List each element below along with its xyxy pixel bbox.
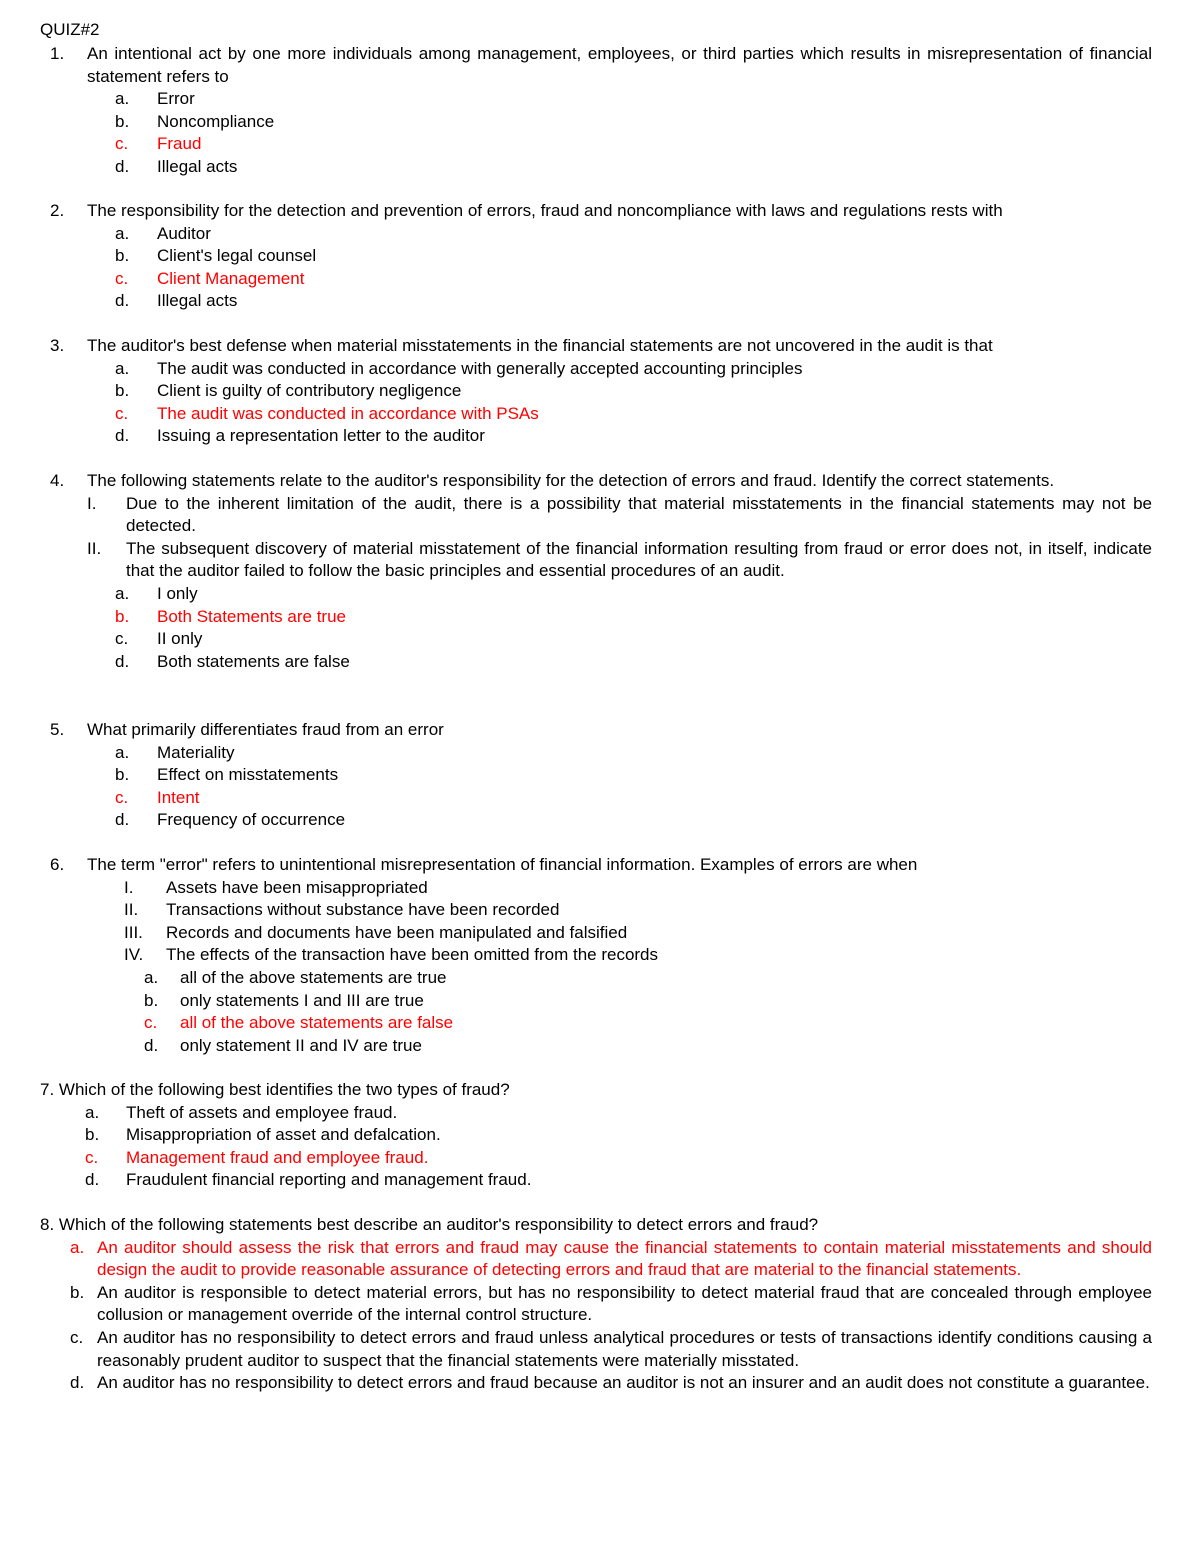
option-letter: d. <box>115 426 130 446</box>
option-text: The audit was conducted in accordance with generally accepted accounting principles <box>157 358 803 378</box>
option-item-correct <box>40 403 1152 426</box>
option-letter: c. <box>115 403 129 423</box>
option-item <box>40 809 1152 832</box>
question-5 <box>40 719 1152 832</box>
statement-numeral: II. <box>87 538 102 558</box>
statement-item <box>40 899 1152 922</box>
question-2 <box>40 200 1152 313</box>
option-item <box>40 1035 1152 1058</box>
statement-numeral: IV. <box>124 945 144 965</box>
option-text: Client Management <box>157 268 305 288</box>
statement-item <box>40 922 1152 945</box>
option-item <box>40 111 1152 134</box>
option-letter: b. <box>115 246 130 266</box>
statement-item <box>40 538 1152 583</box>
option-letter: d. <box>144 1035 159 1055</box>
option-letter: a. <box>70 1237 85 1257</box>
question-text: The responsibility for the detection and prevention of errors, fraud and noncompliance with laws and regulations rests with <box>87 201 1003 220</box>
option-text: Client's legal counsel <box>157 246 317 266</box>
option-item <box>40 967 1152 990</box>
option-item <box>40 1282 1152 1327</box>
question-number: 5. <box>50 720 65 739</box>
question-text: The following statements relate to the auditor's responsibility for the detection of errors and fraud. Identify the correct statements. <box>87 471 1055 490</box>
option-item-correct <box>40 133 1152 156</box>
option-item-correct <box>40 1237 1152 1282</box>
option-letter: a. <box>115 742 130 762</box>
option-letter: d. <box>115 810 130 830</box>
question-6 <box>40 854 1152 1057</box>
statement-text: The effects of the transaction have been omitted from the records <box>166 945 659 965</box>
statement-item <box>40 877 1152 900</box>
question-stem <box>40 470 1152 493</box>
option-text: Management fraud and employee fraud. <box>126 1147 429 1167</box>
option-letter: c. <box>115 134 129 154</box>
option-item-correct <box>40 268 1152 291</box>
question-number: 2. <box>50 201 65 220</box>
option-text: II only <box>157 629 203 649</box>
option-letter: a. <box>144 967 159 987</box>
question-text: An intentional act by one more individuals among management, employees, or third parties which results in misrepresentation of financial statement refers to <box>87 44 1152 86</box>
question-stem <box>40 719 1152 742</box>
option-letter: b. <box>144 990 159 1010</box>
option-text: Theft of assets and employee fraud. <box>126 1102 398 1122</box>
option-text: Effect on misstatements <box>157 765 339 785</box>
option-item <box>40 1102 1152 1125</box>
question-text: Which of the following best identifies the two types of fraud? <box>58 1080 510 1099</box>
option-item <box>40 583 1152 606</box>
option-item <box>40 156 1152 179</box>
question-number: 3. <box>50 336 65 355</box>
question-stem <box>40 1214 1152 1237</box>
statement-numeral: II. <box>124 900 139 920</box>
page-title: QUIZ#2 <box>40 20 100 39</box>
option-letter: a. <box>115 89 130 109</box>
question-stem <box>40 1079 1152 1102</box>
option-item-correct <box>40 1147 1152 1170</box>
option-text: Error <box>157 89 195 109</box>
option-letter: a. <box>85 1102 100 1122</box>
option-text: I only <box>157 583 198 603</box>
option-letter: c. <box>70 1327 84 1347</box>
option-text: Both statements are false <box>157 651 350 671</box>
option-letter: d. <box>85 1170 100 1190</box>
option-item-correct <box>40 606 1152 629</box>
option-letter: d. <box>115 291 130 311</box>
question-stem <box>40 335 1152 358</box>
option-letter: c. <box>144 1013 158 1033</box>
statement-text: The subsequent discovery of material misstatement of the financial information resulting from fraud or error does not, in itself, indicate that the auditor failed to follow the basic principles and essential procedures of an audit. <box>126 538 1152 581</box>
option-text: Intent <box>157 787 200 807</box>
option-item <box>40 245 1152 268</box>
option-letter: b. <box>85 1125 100 1145</box>
option-letter: a. <box>115 223 130 243</box>
option-item <box>40 651 1152 674</box>
option-text: Illegal acts <box>157 291 238 311</box>
option-letter: b. <box>115 765 130 785</box>
option-text: all of the above statements are true <box>180 967 447 987</box>
option-item <box>40 223 1152 246</box>
option-text: An auditor has no responsibility to detect errors and fraud unless analytical procedures or tests of transactions identify conditions causing a reasonably prudent auditor to suspect that the financial statements were materially misstated. <box>97 1327 1152 1370</box>
option-text: An auditor is responsible to detect material errors, but has no responsibility to detect material fraud that are concealed through employee collusion or management override of the internal control structure. <box>97 1282 1152 1325</box>
statement-text: Records and documents have been manipulated and falsified <box>166 922 628 942</box>
option-item <box>40 990 1152 1013</box>
option-text: Materiality <box>157 742 235 762</box>
option-item <box>40 88 1152 111</box>
option-item <box>40 764 1152 787</box>
option-item <box>40 425 1152 448</box>
statement-text: Due to the inherent limitation of the audit, there is a possibility that material misstatements in the financial statements may not be detected. <box>126 493 1152 536</box>
question-number: 8. <box>40 1215 55 1234</box>
option-item <box>40 1169 1152 1192</box>
option-text: Both Statements are true <box>157 606 346 626</box>
option-letter: b. <box>115 606 130 626</box>
option-letter: d. <box>70 1373 85 1393</box>
option-item <box>40 358 1152 381</box>
option-text: Issuing a representation letter to the auditor <box>157 426 485 446</box>
question-3 <box>40 335 1152 448</box>
option-item <box>40 290 1152 313</box>
statement-text: Transactions without substance have been recorded <box>166 900 560 920</box>
option-text: An auditor should assess the risk that errors and fraud may cause the financial statements to contain material misstatements and should design the audit to provide reasonable assurance of detecting errors and fraud that are material to the financial statements. <box>97 1237 1152 1280</box>
statement-numeral: III. <box>124 922 143 942</box>
question-stem <box>40 43 1152 88</box>
option-letter: d. <box>115 651 130 671</box>
question-1 <box>40 43 1152 179</box>
option-text: An auditor has no responsibility to detect errors and fraud because an auditor is not an insurer and an audit does not constitute a guarantee. <box>97 1373 1150 1393</box>
question-text: Which of the following statements best describe an auditor's responsibility to detect errors and fraud? <box>58 1215 819 1234</box>
statement-text: Assets have been misappropriated <box>166 877 428 897</box>
option-letter: c. <box>115 787 129 807</box>
statement-numeral: I. <box>87 493 97 513</box>
question-8 <box>40 1214 1152 1395</box>
question-number: 4. <box>50 471 65 490</box>
option-letter: c. <box>115 629 129 649</box>
option-letter: b. <box>115 111 130 131</box>
option-item <box>40 628 1152 651</box>
statement-item <box>40 944 1152 967</box>
question-7 <box>40 1079 1152 1192</box>
option-text: Misappropriation of asset and defalcation. <box>126 1125 441 1145</box>
option-letter: b. <box>115 381 130 401</box>
option-item <box>40 1327 1152 1372</box>
option-text: The audit was conducted in accordance with PSAs <box>157 403 539 423</box>
question-stem <box>40 200 1152 223</box>
question-stem <box>40 854 1152 877</box>
option-item-correct <box>40 787 1152 810</box>
question-text: The term "error" refers to unintentional misrepresentation of financial information. Examples of errors are when <box>87 855 918 874</box>
option-text: Auditor <box>157 223 211 243</box>
option-text: Illegal acts <box>157 156 238 176</box>
option-letter: c. <box>85 1147 99 1167</box>
statement-numeral: I. <box>124 877 134 897</box>
question-number: 1. <box>50 44 65 63</box>
option-text: Fraudulent financial reporting and management fraud. <box>126 1170 532 1190</box>
option-text: only statement II and IV are true <box>180 1035 422 1055</box>
question-text: The auditor's best defense when material misstatements in the financial statements are not uncovered in the audit is that <box>87 336 993 355</box>
question-number: 7. <box>40 1080 55 1099</box>
option-letter: a. <box>115 583 130 603</box>
option-text: Client is guilty of contributory negligence <box>157 381 462 401</box>
option-letter: a. <box>115 358 130 378</box>
question-4 <box>40 470 1152 673</box>
option-item <box>40 1372 1152 1395</box>
option-text: Noncompliance <box>157 111 275 131</box>
option-item <box>40 380 1152 403</box>
option-text: Fraud <box>157 134 202 154</box>
option-item <box>40 742 1152 765</box>
option-letter: c. <box>115 268 129 288</box>
option-item-correct <box>40 1012 1152 1035</box>
option-item <box>40 1124 1152 1147</box>
question-text: What primarily differentiates fraud from an error <box>87 720 444 739</box>
statement-item <box>40 493 1152 538</box>
option-text: Frequency of occurrence <box>157 810 346 830</box>
question-number: 6. <box>50 855 65 874</box>
option-text: only statements I and III are true <box>180 990 424 1010</box>
option-letter: b. <box>70 1282 85 1302</box>
option-letter: d. <box>115 156 130 176</box>
option-text: all of the above statements are false <box>180 1013 454 1033</box>
